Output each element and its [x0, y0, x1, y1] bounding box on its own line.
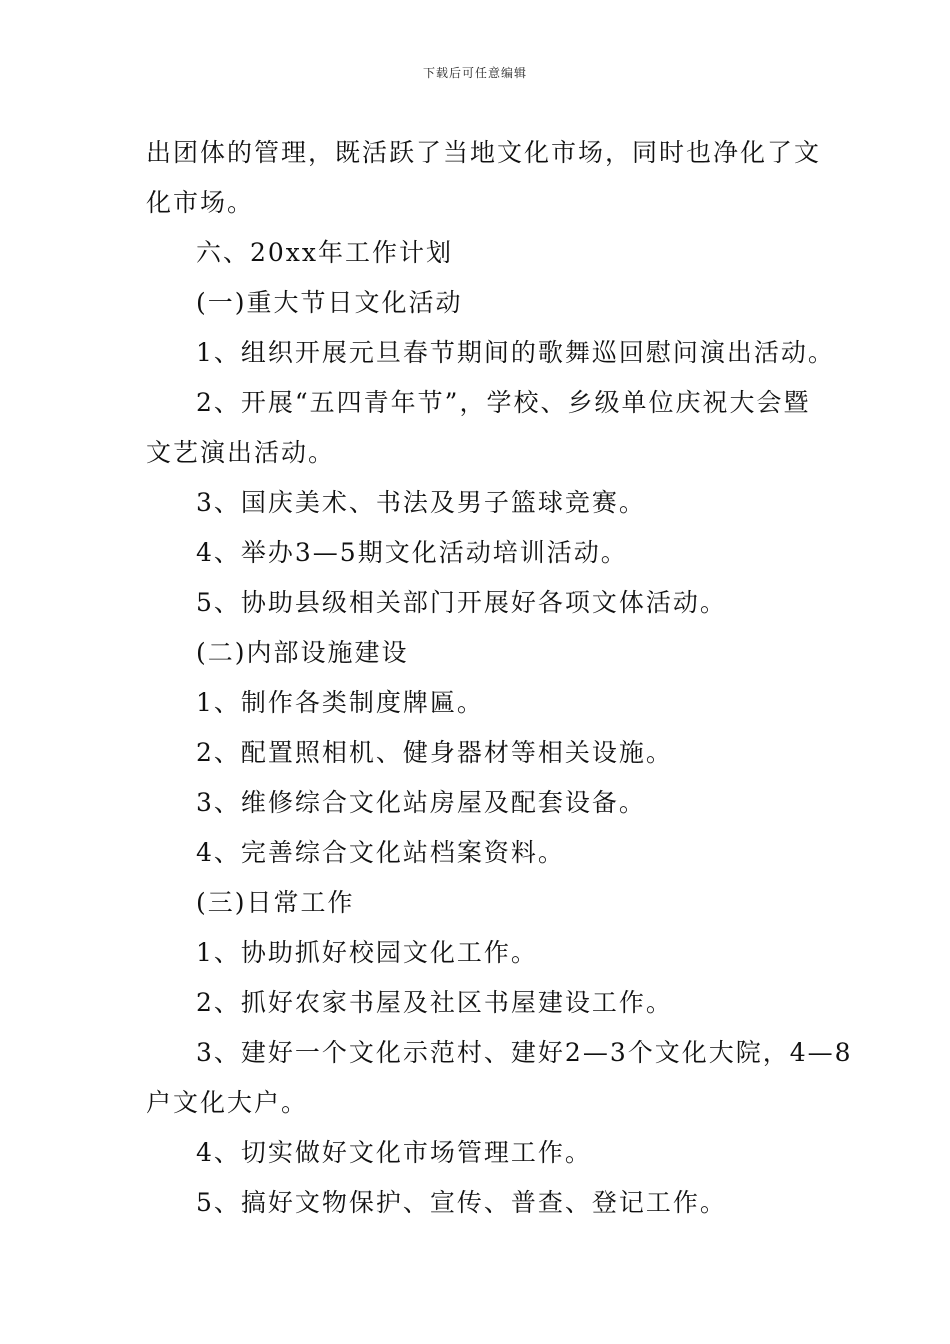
list-item: 5、协助县级相关部门开展好各项文体活动。	[196, 588, 727, 617]
list-item: 3、国庆美术、书法及男子篮球竞赛。	[196, 488, 646, 517]
list-item: 2、开展“五四青年节”，学校、乡级单位庆祝大会暨	[196, 388, 811, 417]
section-heading: 六、20xx年工作计划	[196, 238, 454, 267]
list-item-continuation: 户文化大户。	[146, 1088, 309, 1117]
list-item-continuation: 文艺演出活动。	[146, 438, 336, 467]
subsection-heading: (三)日常工作	[196, 888, 355, 917]
subsection-heading: (二)内部设施建设	[196, 638, 409, 667]
list-item: 4、举办3—5期文化活动培训活动。	[196, 538, 628, 567]
list-item: 4、完善综合文化站档案资料。	[196, 838, 565, 867]
paragraph-line: 出团体的管理，既活跃了当地文化市场，同时也净化了文	[146, 138, 822, 167]
list-item: 5、搞好文物保护、宣传、普查、登记工作。	[196, 1188, 727, 1217]
list-item: 2、抓好农家书屋及社区书屋建设工作。	[196, 988, 673, 1017]
page-header-note: 下载后可任意编辑	[422, 66, 527, 80]
list-item: 1、协助抓好校园文化工作。	[196, 938, 538, 967]
list-item: 3、维修综合文化站房屋及配套设备。	[196, 788, 646, 817]
list-item: 1、组织开展元旦春节期间的歌舞巡回慰问演出活动。	[196, 338, 835, 367]
document-body	[146, 128, 853, 1228]
list-item: 4、切实做好文化市场管理工作。	[196, 1138, 592, 1167]
list-item: 2、配置照相机、健身器材等相关设施。	[196, 738, 673, 767]
list-item: 3、建好一个文化示范村、建好2—3个文化大院，4—8	[196, 1038, 853, 1067]
list-item: 1、制作各类制度牌匾。	[196, 688, 484, 717]
subsection-heading: (一)重大节日文化活动	[196, 288, 463, 317]
paragraph-line: 化市场。	[146, 188, 255, 217]
